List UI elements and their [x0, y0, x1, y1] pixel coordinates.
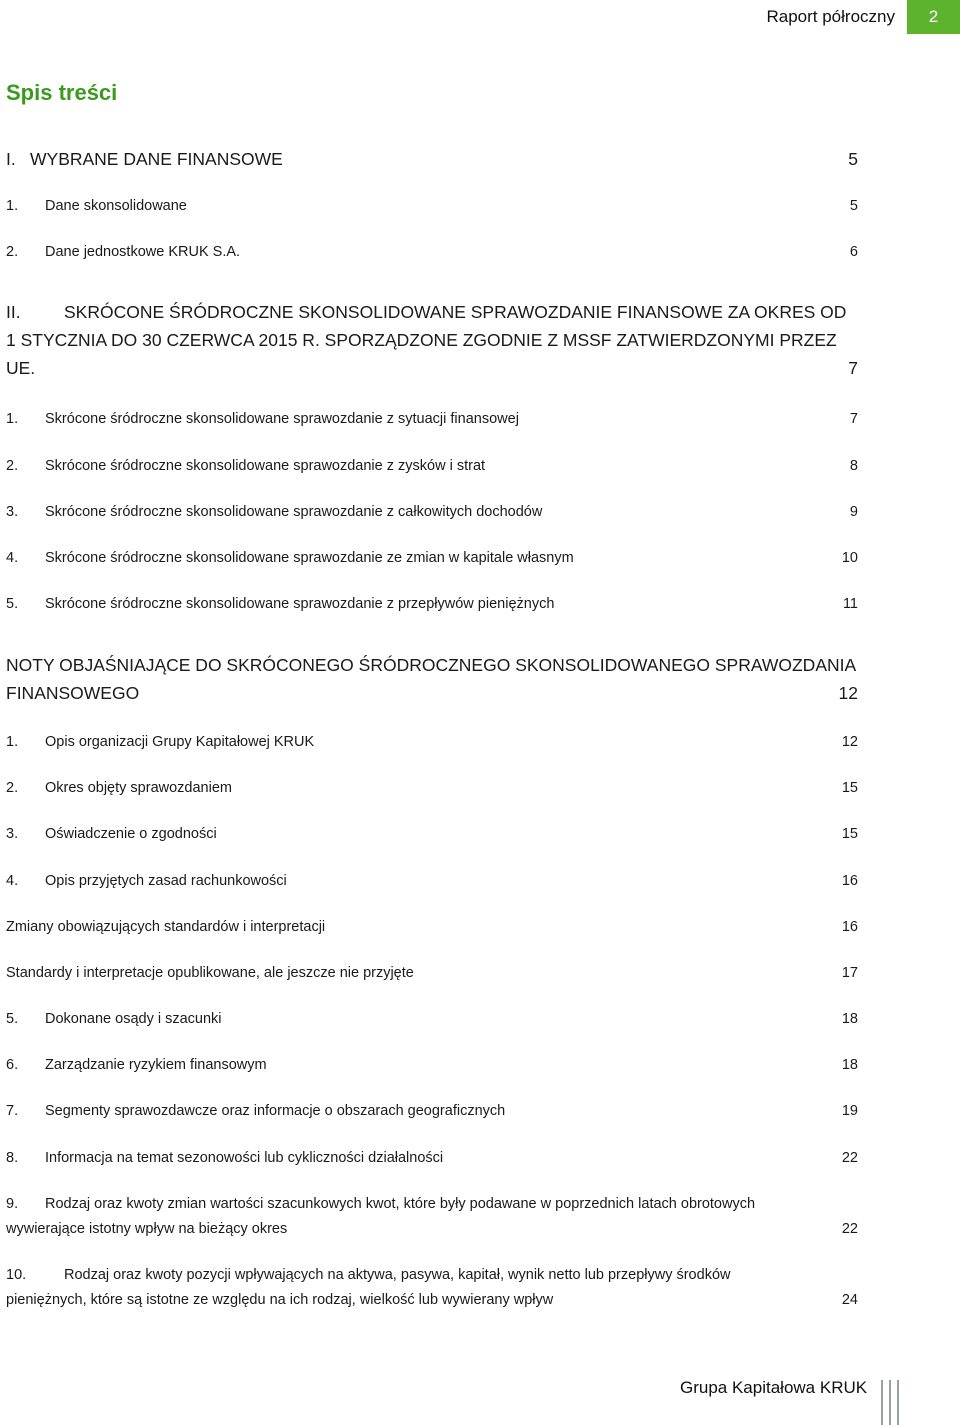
toc-entry-page: 5 — [849, 198, 858, 214]
toc-entry[interactable] — [6, 1263, 858, 1313]
toc-entry[interactable] — [6, 546, 858, 571]
dot-leader — [554, 1290, 841, 1305]
toc-entry-title-line: Rodzaj oraz kwoty zmian wartości szacunkowych kwot, które były podawane w poprzednich latach obrotowych — [45, 1196, 756, 1212]
dot-leader — [188, 196, 849, 211]
toc-entry-title: Opis organizacji Grupy Kapitałowej KRUK — [45, 734, 315, 750]
toc-entry-title-line: Rodzaj oraz kwoty pozycji wpływających na aktywa, pasywa, kapitał, wynik netto lub przepływy środków — [64, 1267, 731, 1283]
toc-entry-number: 4. — [6, 873, 19, 889]
dot-leader — [288, 1219, 841, 1234]
toc-entry[interactable] — [6, 454, 858, 479]
toc-entry-title: Standardy i interpretacje opublikowane, ale jeszcze nie przyjęte — [6, 965, 414, 981]
dot-leader — [444, 1148, 841, 1163]
toc-entry-title: Skrócone śródroczne skonsolidowane sprawozdanie z całkowitych dochodów — [45, 504, 543, 520]
toc-entry-page: 6 — [849, 244, 858, 260]
toc-entry-title: Zmiany obowiązujących standardów i interpretacji — [6, 919, 326, 935]
toc-heading: Spis treści — [6, 80, 118, 105]
toc-entry-title: Segmenty sprawozdawcze oraz informacje o obszarach geograficznych — [45, 1103, 506, 1119]
toc-entry[interactable] — [6, 240, 858, 265]
toc-entry[interactable] — [6, 592, 858, 617]
dot-leader — [223, 1009, 841, 1024]
toc-entry[interactable] — [6, 1146, 858, 1171]
toc-entry-title: Okres objęty sprawozdaniem — [45, 780, 232, 796]
toc-entry-page: 18 — [841, 1057, 858, 1073]
dot-leader — [326, 917, 841, 932]
toc-entry[interactable] — [6, 869, 858, 894]
dot-leader — [575, 548, 841, 563]
toc-entry-title: Skrócone śródroczne skonsolidowane sprawozdanie z zysków i strat — [45, 458, 486, 474]
toc-entry-page: 16 — [841, 919, 858, 935]
toc-entry[interactable] — [6, 651, 858, 707]
dot-leader — [36, 357, 847, 375]
toc-entry[interactable] — [6, 145, 858, 173]
toc-entry-number: 3. — [6, 826, 19, 842]
toc-entry-page: 7 — [848, 358, 858, 378]
dot-leader — [543, 502, 849, 517]
toc-entry-page: 11 — [842, 596, 858, 612]
toc-entry[interactable] — [6, 298, 858, 382]
toc-entry-page: 15 — [841, 826, 858, 842]
toc-entry-title: Skrócone śródroczne skonsolidowane sprawozdanie ze zmian w kapitale własnym — [45, 550, 574, 566]
toc-entry-page: 22 — [841, 1150, 858, 1166]
toc-entry[interactable] — [6, 407, 858, 432]
toc-entry-page: 8 — [849, 458, 858, 474]
toc-entry-number: 1. — [6, 198, 19, 214]
dot-leader — [486, 456, 849, 471]
toc-entry[interactable] — [6, 961, 858, 986]
dot-leader — [284, 148, 847, 166]
toc-entry-number: 10. — [6, 1267, 27, 1283]
dot-leader — [268, 1055, 841, 1070]
toc-entry-number: 9. — [6, 1196, 19, 1212]
dot-leader — [218, 824, 841, 839]
toc-entry[interactable] — [6, 1053, 858, 1078]
toc-entry-page: 22 — [841, 1221, 858, 1237]
dot-leader — [415, 963, 841, 978]
toc-entry-title: Skrócone śródroczne skonsolidowane sprawozdanie z przepływów pieniężnych — [45, 596, 555, 612]
toc-entry-page: 7 — [849, 411, 858, 427]
toc-entry-page: 12 — [841, 734, 858, 750]
toc-entry-title: Oświadczenie o zgodności — [45, 826, 217, 842]
toc-entry-page: 17 — [841, 965, 858, 981]
toc-entry[interactable] — [6, 1192, 858, 1242]
dot-leader — [241, 242, 849, 257]
toc-entry[interactable] — [6, 194, 858, 219]
toc-entry-title-line: 1 STYCZNIA DO 30 CZERWCA 2015 R. SPORZĄDZONE ZGODNIE Z MSSF ZATWIERDZONYMI PRZEZ — [6, 330, 837, 350]
toc-entry-title: WYBRANE DANE FINANSOWE — [30, 149, 283, 169]
toc-entry-title-line: FINANSOWEGO — [6, 683, 140, 703]
dot-leader — [288, 871, 841, 886]
toc-entry[interactable] — [6, 500, 858, 525]
dot-leader — [506, 1101, 841, 1116]
toc-entry[interactable] — [6, 915, 858, 940]
toc-entry-title: Opis przyjętych zasad rachunkowości — [45, 873, 287, 889]
toc-entry-number: 7. — [6, 1103, 19, 1119]
toc-entry-number: 8. — [6, 1150, 19, 1166]
toc-entry-page: 5 — [848, 149, 858, 169]
toc-entry[interactable] — [6, 776, 858, 801]
toc-entry-title: Dane skonsolidowane — [45, 198, 187, 214]
toc-entry-title-line: SKRÓCONE ŚRÓDROCZNE SKONSOLIDOWANE SPRAWOZDANIE FINANSOWE ZA OKRES OD — [64, 302, 847, 322]
toc-entry-title: Informacja na temat sezonowości lub cykliczności działalności — [45, 1150, 444, 1166]
toc-entry[interactable] — [6, 730, 858, 755]
dot-leader — [233, 778, 841, 793]
report-title: Raport półroczny — [766, 7, 895, 26]
toc-entry-number: 3. — [6, 504, 19, 520]
toc-entry-page: 18 — [841, 1011, 858, 1027]
toc-entry[interactable] — [6, 1007, 858, 1032]
toc-entry-number: 1. — [6, 411, 19, 427]
toc-entry-number: II. — [6, 302, 21, 322]
toc-entry-number: 5. — [6, 1011, 19, 1027]
toc-entry-page: 10 — [841, 550, 858, 566]
page-header — [766, 0, 960, 34]
page-number-badge: 2 — [907, 0, 960, 34]
toc-entry-number: 1. — [6, 734, 19, 750]
toc-entry-page: 24 — [841, 1292, 858, 1308]
dot-leader — [555, 594, 842, 609]
dot-leader — [520, 409, 849, 424]
toc-entry-number: 4. — [6, 550, 19, 566]
dot-leader — [315, 732, 841, 747]
toc-entry-number: 2. — [6, 780, 19, 796]
toc-entry-title: Dane jednostkowe KRUK S.A. — [45, 244, 241, 260]
toc-entry-number: 5. — [6, 596, 19, 612]
toc-entry-title: Dokonane osądy i szacunki — [45, 1011, 222, 1027]
toc-entry-title-line: NOTY OBJAŚNIAJĄCE DO SKRÓCONEGO ŚRÓDROCZNEGO SKONSOLIDOWANEGO SPRAWOZDANIA — [6, 655, 857, 675]
toc-entry-title-line: UE. — [6, 358, 36, 378]
footer-decoration — [881, 1380, 899, 1425]
toc-entry-page: 19 — [841, 1103, 858, 1119]
toc-entry-title-line: wywierające istotny wpływ na bieżący okres — [6, 1221, 288, 1237]
toc-entry-number: 2. — [6, 244, 19, 260]
toc-entry-title-line: pieniężnych, które są istotne ze względu na ich rodzaj, wielkość lub wywierany wpływ — [6, 1292, 554, 1308]
toc-entry-page: 16 — [841, 873, 858, 889]
toc-entry-title: Zarządzanie ryzykiem finansowym — [45, 1057, 267, 1073]
toc-entry-title: Skrócone śródroczne skonsolidowane sprawozdanie z sytuacji finansowej — [45, 411, 519, 427]
toc-entry-number: I. — [6, 149, 16, 169]
toc-entry[interactable] — [6, 822, 858, 847]
toc-entry-number: 2. — [6, 458, 19, 474]
toc-entry-number: 6. — [6, 1057, 19, 1073]
dot-leader — [140, 682, 837, 700]
footer-company: Grupa Kapitałowa KRUK — [680, 1378, 868, 1397]
toc-entry-page: 12 — [838, 683, 858, 703]
toc-entry[interactable] — [6, 1099, 858, 1124]
toc-entry-page: 15 — [841, 780, 858, 796]
toc-entry-page: 9 — [849, 504, 858, 520]
